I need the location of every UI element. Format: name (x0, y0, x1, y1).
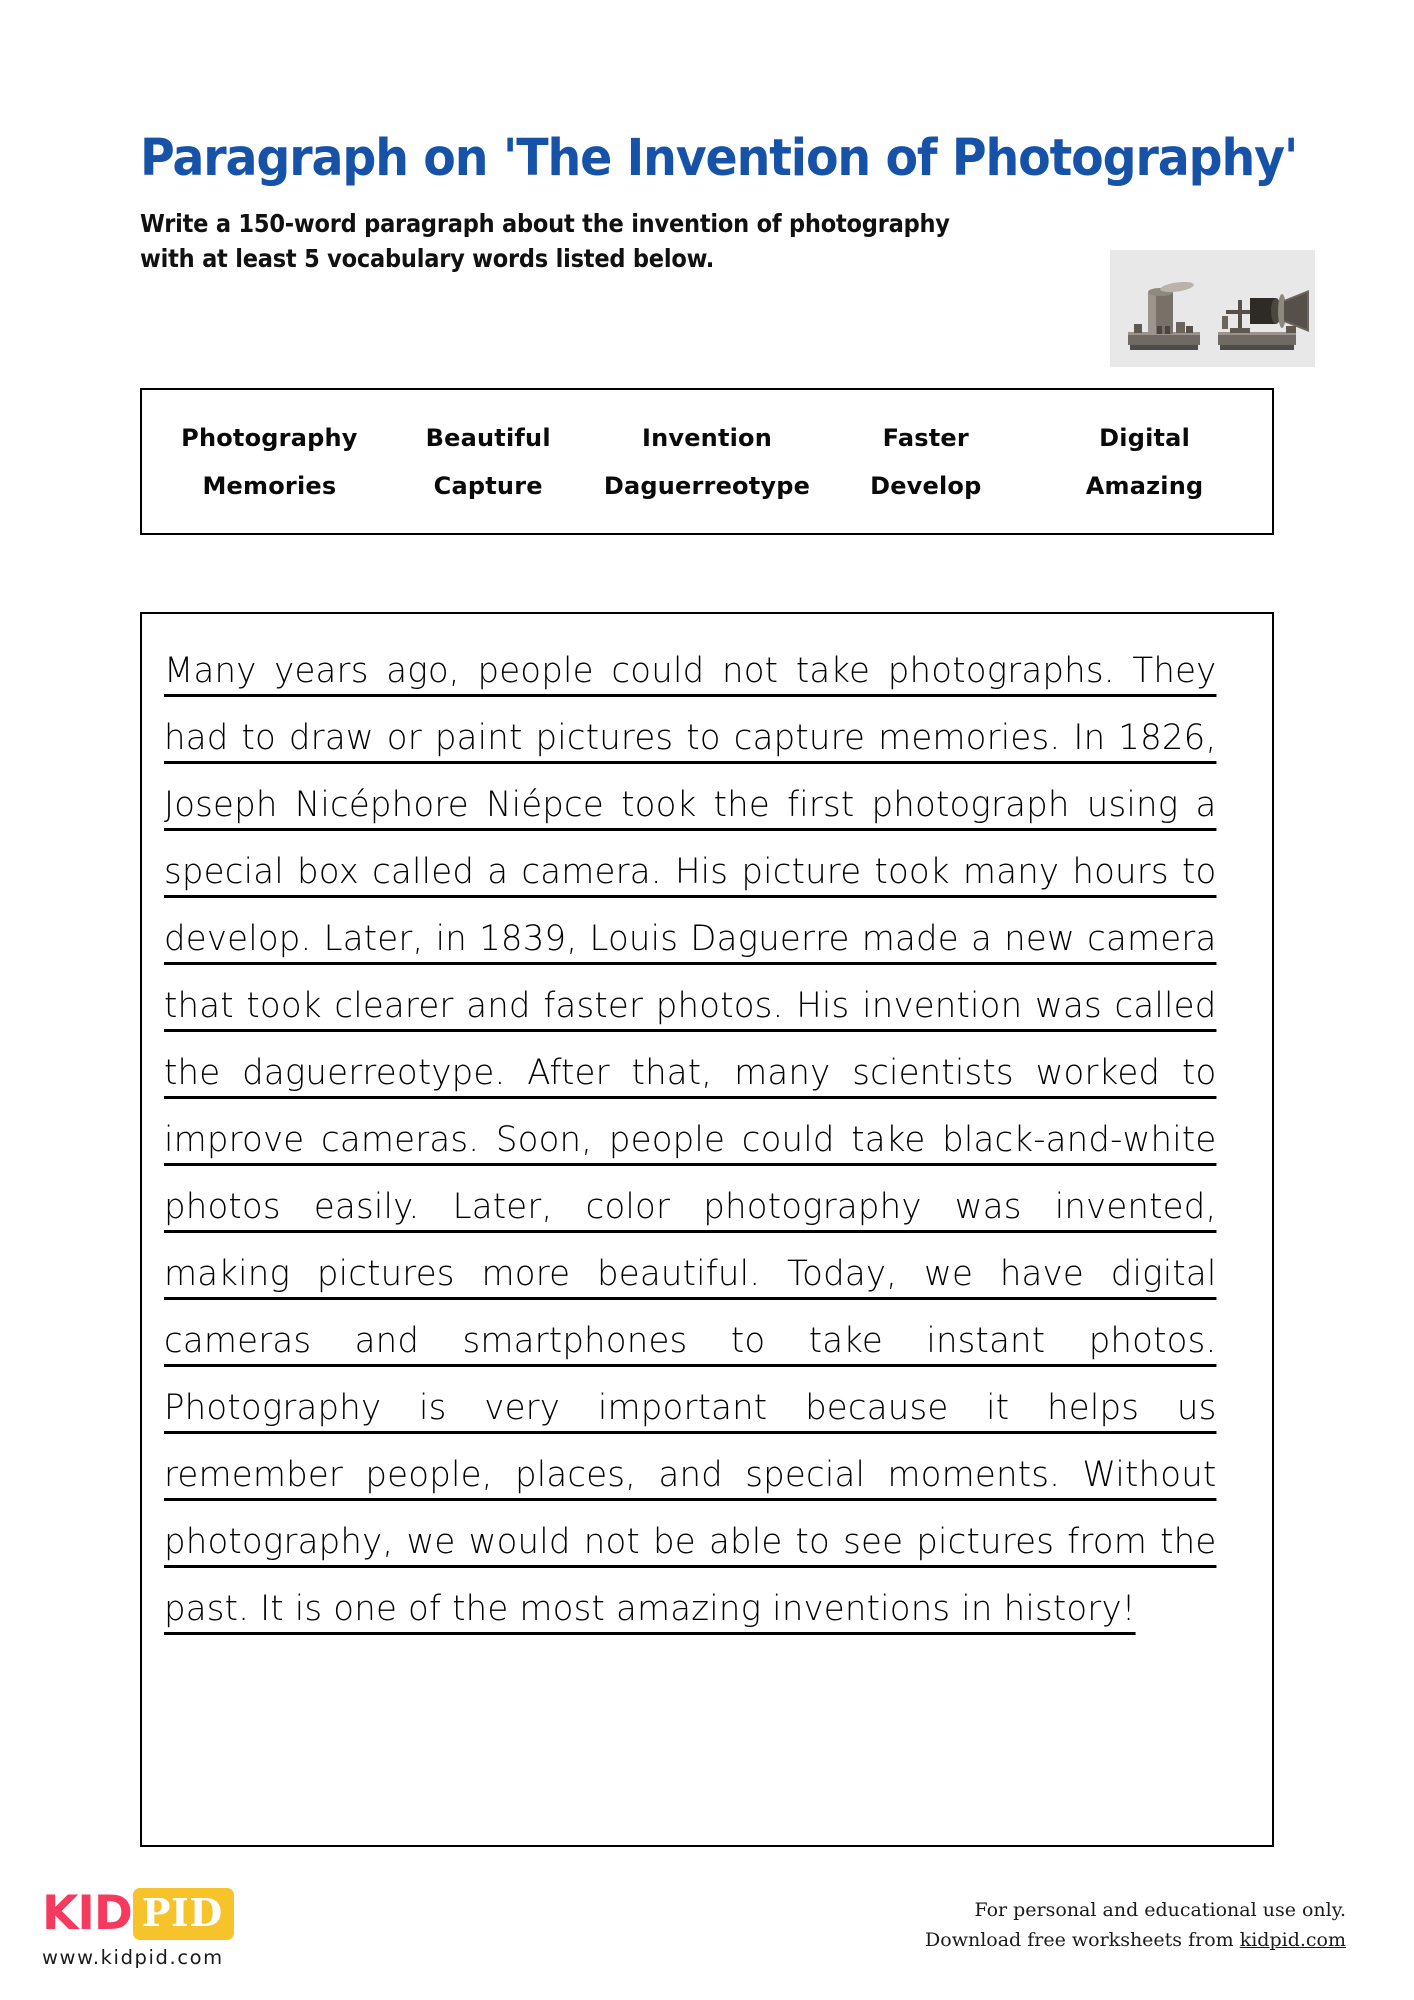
antique-camera-photo (1110, 250, 1315, 367)
footer-note (925, 1895, 1346, 1955)
worksheet-header (140, 129, 1298, 273)
vocabulary-row-2 (142, 472, 1272, 500)
vocabulary-word: Digital (1099, 423, 1191, 452)
vocabulary-word: Photography (181, 423, 358, 452)
logo-lockup (42, 1888, 382, 1940)
vocabulary-word: Capture (433, 471, 543, 500)
answer-paragraph: Many years ago, people could not take photographs. They had to draw or paint pictures to capture memories. In 1826, Joseph Nicéphore Niépce took the first photograph using a special box called a camera. His picture took many hours to develop. Later, in 1839, Louis Daguerre made a new camera that took clearer and faster photos. His invention was called the daguerreotype. After that, many scientists worked to improve cameras. Soon, people could take black-and-white photos easily. Later, color photography was invented, making pictures more beautiful. Today, we have digital cameras and smartphones to take instant photos. Photography is very important because it helps us remember people, places, and special moments. Without photography, we would not be able to see pictures from the past. It is one of the most amazing inventions in history! (164, 651, 1217, 1629)
logo-pid-text: PID (141, 1890, 223, 1935)
vocabulary-box (140, 388, 1274, 535)
vocabulary-word: Faster (882, 423, 969, 452)
vocabulary-word: Memories (202, 471, 337, 500)
footer-note-prefix: Download free worksheets from (925, 1929, 1240, 1951)
vocabulary-row-1 (142, 424, 1272, 452)
kidpid-logo[interactable] (42, 1888, 382, 1969)
footer-note-line-2 (925, 1925, 1346, 1955)
instruction-line-2: with at least 5 vocabulary words listed below. (140, 244, 715, 273)
kidpid-link[interactable]: kidpid.com (1239, 1929, 1346, 1951)
vocabulary-word: Invention (641, 423, 773, 452)
instruction-line-1: Write a 150-word paragraph about the invention of photography (140, 209, 950, 238)
page-title: Paragraph on 'The Invention of Photography' (140, 129, 1298, 188)
vocabulary-word: Develop (870, 471, 982, 500)
vocabulary-word: Beautiful (425, 423, 551, 452)
website-url: www.kidpid.com (42, 1946, 224, 1969)
logo-pid-badge (133, 1888, 234, 1940)
vocabulary-word: Amazing (1085, 471, 1204, 500)
answer-box[interactable] (140, 612, 1274, 1847)
footer-note-line-1: For personal and educational use only. (974, 1899, 1346, 1921)
vocabulary-word: Daguerreotype (603, 471, 811, 500)
instruction-block (140, 206, 1060, 276)
logo-kid-text: KID (42, 1886, 132, 1941)
